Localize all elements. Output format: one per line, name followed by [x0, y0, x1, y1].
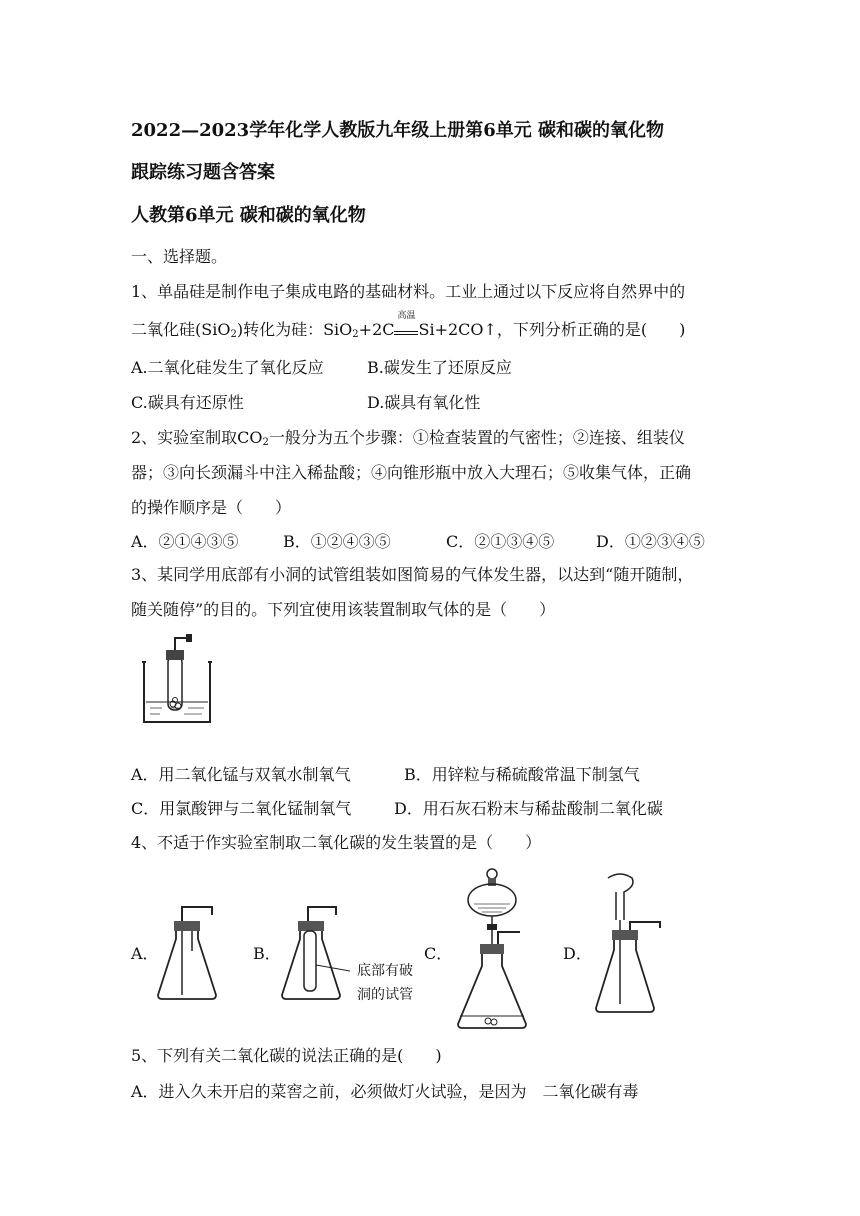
q4-stem-line1: 4、不适于作实验室制取二氧化碳的发生装置的是（ ） — [131, 833, 542, 852]
q3-option-c: C．用氯酸钾与二氧化锰制氧气 — [131, 799, 352, 818]
q5-stem-line1: 5、下列有关二氧化碳的说法正确的是( ) — [131, 1046, 442, 1065]
part-heading: 一、选择题。 — [131, 247, 228, 266]
q2-option-d: D．①②③④⑤ — [596, 532, 705, 551]
fig-b-caption-line1: 底部有破 — [357, 963, 413, 979]
gas-generator-figure — [140, 628, 220, 728]
q1-option-c: C.碳具有还原性 — [131, 393, 244, 412]
section-title: 人教第6单元 碳和碳的氧化物 — [131, 205, 366, 226]
flask-figure-a — [152, 895, 232, 1005]
q3-stem-line2: 随关随停”的目的。下列宜使用该装置制取气体的是（ ） — [131, 600, 556, 619]
doc-title-line2: 跟踪练习题含答案 — [131, 162, 275, 183]
q1-stem-line2: 二氧化硅(SiO$_2$)转化为硅：SiO$_2$+2C 高温 Si+2CO↑，下列分析正确的是( ) — [131, 311, 686, 340]
q3-stem-line1: 3、某同学用底部有小洞的试管组装如图简易的气体发生器，以达到“随开随制， — [131, 565, 694, 584]
q1-option-d: D.碳具有氧化性 — [367, 393, 481, 412]
q1-option-b: B.碳发生了还原反应 — [367, 358, 512, 377]
q2-option-c: C．②①③④⑤ — [446, 532, 555, 551]
flask-figure-b — [276, 895, 356, 1005]
q2-stem-line1: 2、实验室制取$CO_2$一般分为五个步骤：①检查装置的气密性；②连接、组装仪 — [131, 428, 685, 448]
q4-label-c: C． — [424, 944, 453, 963]
flask-figure-c — [448, 866, 538, 1034]
reaction-condition-sign: 高温 — [394, 321, 418, 335]
q4-label-d: D． — [563, 944, 592, 963]
q2-option-a: A．②①④③⑤ — [131, 532, 239, 551]
q1-option-a: A.二氧化硅发生了氧化反应 — [131, 358, 324, 377]
q3-option-b: B．用锌粒与稀硫酸常温下制氢气 — [404, 765, 640, 784]
q2-stem-line3: 的操作顺序是（ ） — [131, 498, 292, 517]
q3-option-d: D．用石灰石粉末与稀盐酸制二氧化碳 — [394, 799, 663, 818]
q1-stem-line1: 1、单晶硅是制作电子集成电路的基础材料。工业上通过以下反应将自然界中的 — [131, 282, 686, 301]
q2-stem-line2: 器；③向长颈漏斗中注入稀盐酸；④向锥形瓶中放入大理石；⑤收集气体，正确 — [131, 463, 692, 482]
q3-option-a: A．用二氧化锰与双氧水制氧气 — [131, 765, 351, 784]
q4-label-a: A． — [131, 944, 159, 963]
doc-title-line1: 2022—2023学年化学人教版九年级上册第6单元 碳和碳的氧化物 — [131, 120, 664, 141]
fig-b-caption-line2: 洞的试管 — [357, 987, 413, 1003]
flask-figure-d — [590, 872, 670, 1018]
q2-option-b: B．①②④③⑤ — [283, 532, 391, 551]
q5-option-a: A．进入久未开启的菜窖之前，必须做灯火试验，是因为 二氧化碳有毒 — [131, 1082, 639, 1101]
q4-label-b: B． — [253, 944, 281, 963]
